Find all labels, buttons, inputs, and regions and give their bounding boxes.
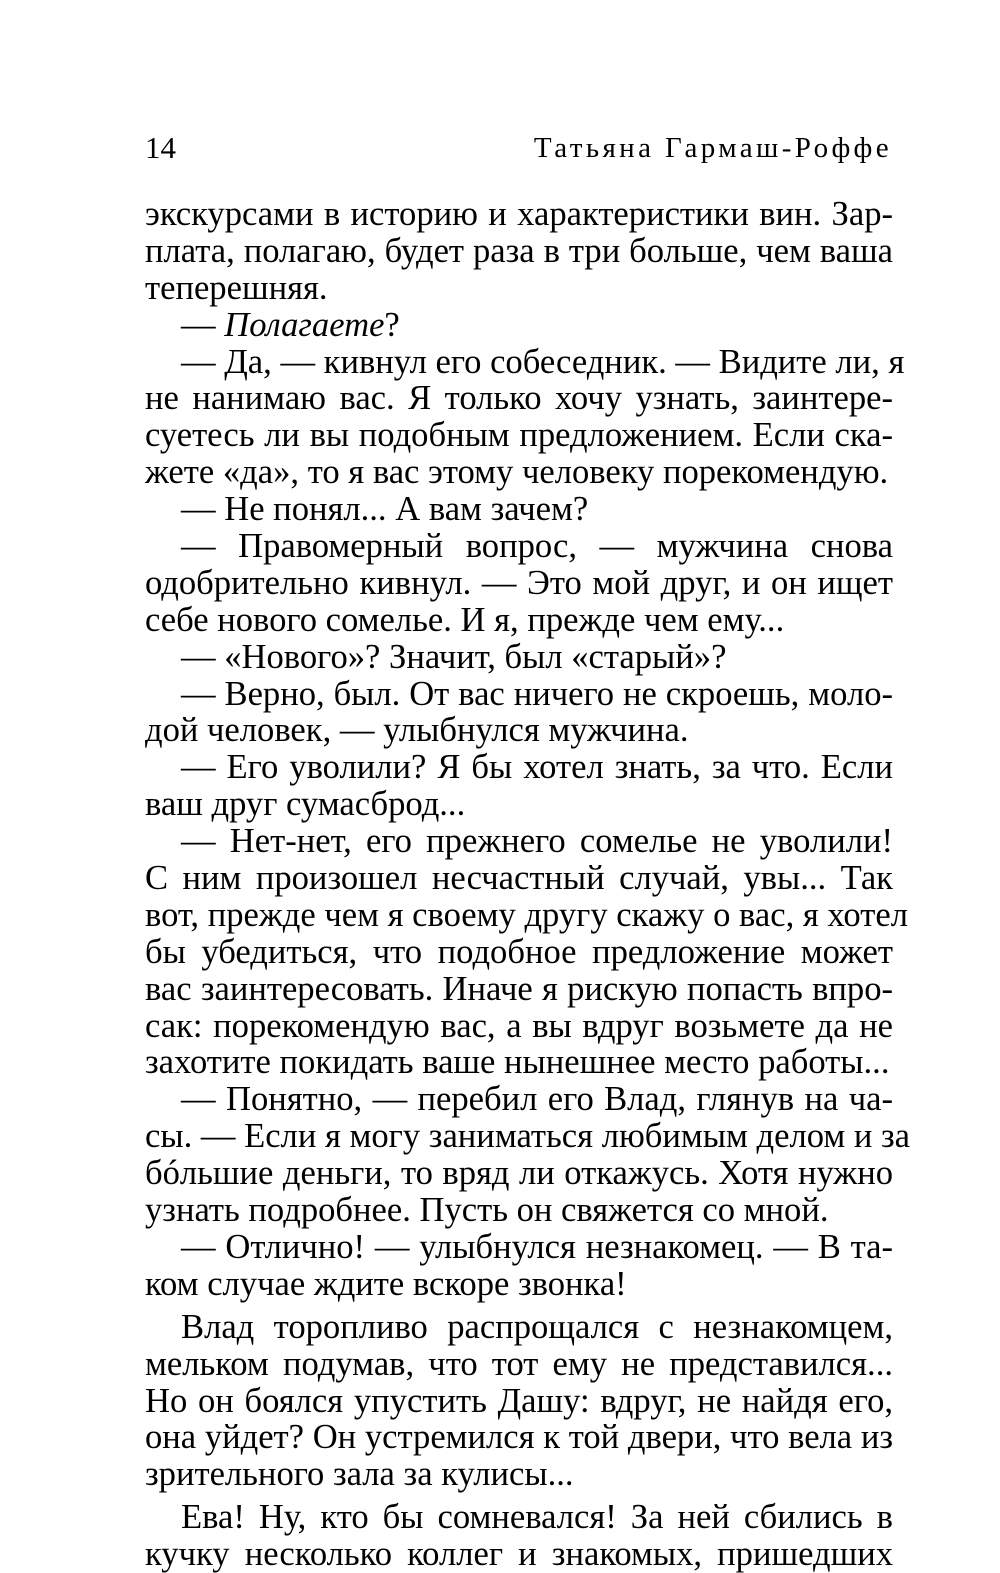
text-line: не нанимаю вас. Я только хочу узнать, заинтере-	[145, 379, 893, 418]
text-line: захотите покидать ваше нынешнее место работы...	[145, 1043, 890, 1082]
text-line: плата, полагаю, будет раза в три больше, чем ваша	[145, 231, 893, 270]
text-line: зрительного зала за кулисы...	[145, 1455, 574, 1494]
text-line: кучку несколько коллег и знакомых, пришедших	[145, 1535, 893, 1573]
text-line: ваш друг сумасброд...	[145, 785, 466, 824]
page-number: 14	[145, 130, 176, 165]
text-line: себе нового сомелье. И я, прежде чем ему...	[145, 600, 785, 639]
text-line: сы. — Если я могу заниматься любимым делом и за	[145, 1117, 911, 1156]
text-line: — Верно, был. От вас ничего не скроешь, моло-	[181, 674, 893, 713]
running-head-author: Татьяна Гармаш-Роффе	[533, 132, 892, 164]
text-line: одобрительно кивнул. — Это мой друг, и он ищет	[145, 563, 893, 602]
body-text	[145, 195, 911, 1573]
text-line: мельком подумав, что тот ему не представился...	[145, 1344, 893, 1383]
page-header	[145, 128, 892, 170]
text-line: — Не понял... А вам зачем?	[181, 490, 589, 529]
text-line: ком случае ждите вскоре звонка!	[145, 1264, 627, 1303]
text-line: — «Нового»? Значит, был «старый»?	[181, 637, 727, 676]
text-line: узнать подробнее. Пусть он свяжется со мной.	[145, 1191, 829, 1230]
text-line: вот, прежде чем я своему другу скажу о вас, я хотел	[145, 895, 908, 934]
text-line: бы убедиться, что подобное предложение может	[145, 932, 893, 971]
text-line: С ним произошел несчастный случай, увы... Так	[145, 859, 893, 898]
italic-word: Полагаете	[224, 305, 385, 344]
text-line: жете «да», то я вас этому человеку порекомендую.	[145, 453, 889, 492]
text-line: вас заинтересовать. Иначе я рискую попасть впро-	[145, 969, 893, 1008]
text-line: — Правомерный вопрос, — мужчина снова	[181, 527, 893, 566]
text-line: суетесь ли вы подобным предложением. Если ска-	[145, 416, 893, 455]
text-line: она уйдет? Он устремился к той двери, что вела из	[145, 1418, 893, 1457]
text-line: — Нет-нет, его прежнего сомелье не уволили!	[181, 822, 893, 861]
text-line: Ева! Ну, кто бы сомневался! За ней сбились в	[181, 1498, 893, 1537]
text-line: — Да, — кивнул его собеседник. — Видите ли, я	[181, 342, 905, 381]
question-mark: ?	[384, 305, 400, 344]
text-line: теперешняя.	[145, 268, 328, 307]
dialogue-dash: —	[181, 305, 225, 344]
text-line: бóльшие деньги, то вряд ли откажусь. Хотя нужно	[145, 1154, 893, 1193]
text-line: экскурсами в историю и характеристики вин. Зар-	[145, 195, 893, 233]
text-line: — Его уволили? Я бы хотел знать, за что. Если	[181, 748, 893, 787]
text-line: — Понятно, — перебил его Влад, глянув на ча-	[181, 1080, 893, 1119]
text-line: Но он боялся упустить Дашу: вдруг, не найдя его,	[145, 1381, 893, 1420]
text-line: Влад торопливо распрощался с незнакомцем,	[181, 1307, 893, 1346]
text-line	[145, 307, 893, 344]
text-line: дой человек, — улыбнулся мужчина.	[145, 711, 689, 750]
text-line: сак: порекомендую вас, а вы вдруг возьмете да не	[145, 1006, 893, 1045]
text-line: — Отлично! — улыбнулся незнакомец. — В та-	[181, 1227, 893, 1266]
